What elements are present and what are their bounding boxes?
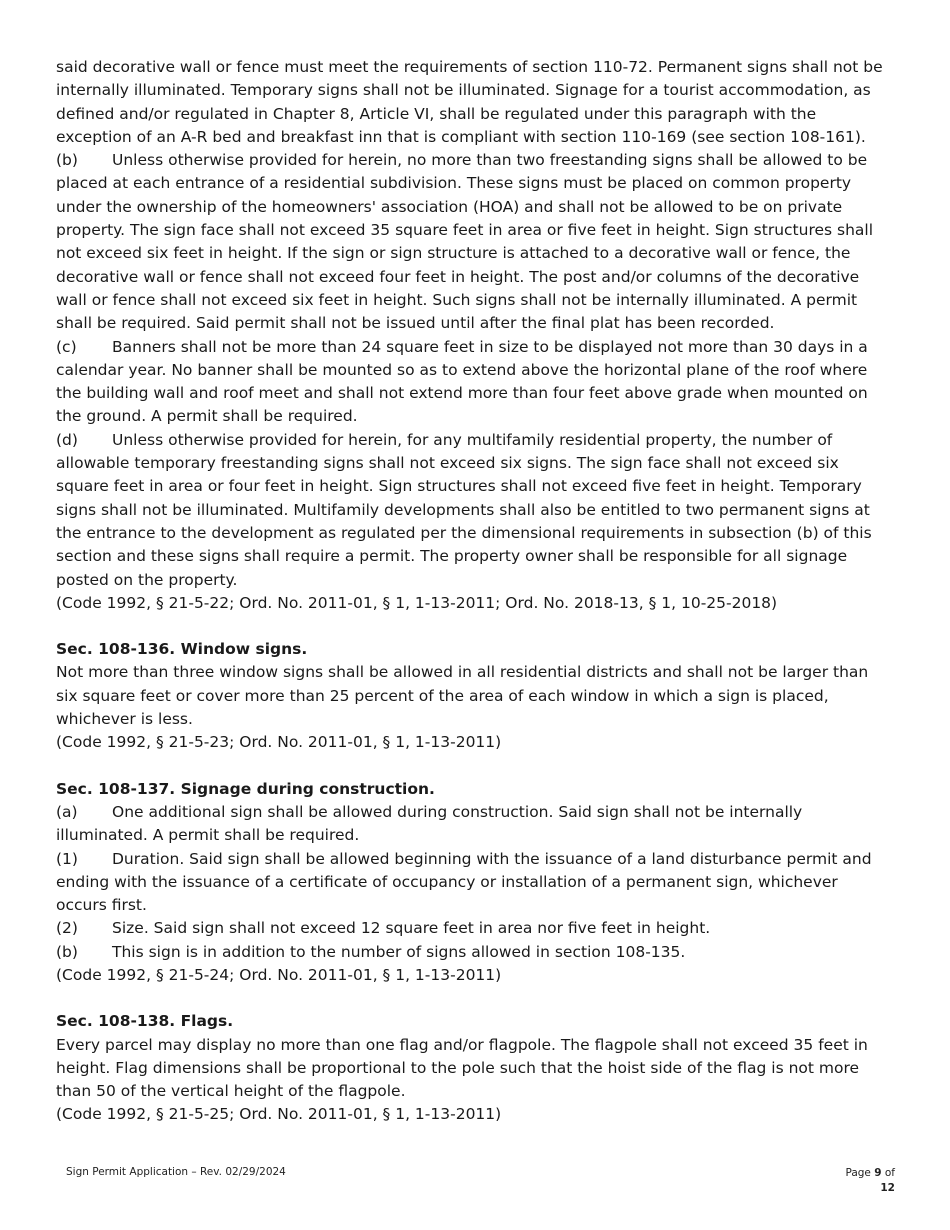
sec138-heading: Sec. 108-138. Flags.	[56, 1012, 234, 1031]
item-text: Unless otherwise provided for herein, for any multifamily residential property, the number of allowable temporary freestanding signs shall not exceed six signs. The sign face shall not exceed six square feet in area or four feet in height. Sign structures shall not exceed five feet in height. Temporary signs shall not be illuminated. Multifamily developments shall also be entitled to two permanent signs at the entrance to the development as regulated per the dimensional requirements in subsection (b) of this section and these signs shall require a permit. The property owner shall be responsible for all signage posted on the property.	[56, 430, 872, 589]
item-label: (d)	[56, 430, 78, 449]
item-label: (c)	[56, 337, 77, 356]
sec136-body: Not more than three window signs shall be allowed in all residential districts and shall not be larger than six square feet or cover more than 25 percent of the area of each window in which a sign is placed, whichever is less.	[56, 663, 869, 729]
sec138-body: Every parcel may display no more than one flag and/or flagpole. The flagpole shall not exceed 35 feet in height. Flag dimensions shall be proportional to the pole such that the hoist side of the flag is not more than 50 of the vertical height of the flagpole.	[56, 1035, 868, 1101]
item-text: Banners shall not be more than 24 square feet in size to be displayed not more than 30 days in a calendar year. No banner shall be mounted so as to extend above the horizontal plane of the roof where the building wall and roof meet and shall not extend more than four feet above grade when mounted on the ground. A permit shall be required.	[56, 337, 868, 426]
item-text: Duration. Said sign shall be allowed beginning with the issuance of a land disturbance permit and ending with the issuance of a certificate of occupancy or installation of a permanent sign, whichever occurs first.	[56, 849, 872, 915]
sec136-history: (Code 1992, § 21-5-23; Ord. No. 2011-01, § 1, 1-13-2011)	[56, 733, 502, 752]
item-text: Unless otherwise provided for herein, no more than two freestanding signs shall be allowed to be placed at each entrance of a residential subdivision. These signs must be placed on common property under the ownership of the homeowners' association (HOA) and shall not be allowed to be on private property. The sign face shall not exceed 35 square feet in area or five feet in height. Sign structures shall not exceed six feet in height. If the sign or sign structure is attached to a decorative wall or fence, the decorative wall or fence shall not exceed four feet in height. The post and/or columns of the decorative wall or fence shall not exceed six feet in height. Such signs shall not be internally illuminated. A permit shall be required. Said permit shall not be issued until after the final plat has been recorded.	[56, 151, 874, 333]
item-label: (b)	[56, 942, 78, 961]
document-page	[56, 56, 892, 1127]
sec137-history: (Code 1992, § 21-5-24; Ord. No. 2011-01, § 1, 1-13-2011)	[56, 965, 502, 984]
page-total: 12	[880, 1182, 895, 1194]
page-prefix: Page	[845, 1167, 871, 1179]
page-current: 9	[874, 1167, 882, 1179]
item-text: This sign is in addition to the number of signs allowed in section 108-135.	[112, 942, 686, 961]
continuation-paragraph: said decorative wall or fence must meet the requirements of section 110-72. Permanent signs shall not be internally illuminated. Temporary signs shall not be illuminated. Signage for a tourist accommodation, as defined and/or regulated in Chapter 8, Article VI, shall be regulated under this paragraph with the exception of an A-R bed and breakfast inn that is compliant with section 110-169 (see section 108-161).	[56, 58, 883, 146]
sec135-history: (Code 1992, § 21-5-22; Ord. No. 2011-01, § 1, 1-13-2011; Ord. No. 2018-13, § 1, 10-25-2018)	[56, 593, 778, 612]
page-of: of	[884, 1167, 895, 1179]
sec137-heading: Sec. 108-137. Signage during construction.	[56, 779, 435, 798]
item-label: (2)	[56, 919, 78, 938]
sec135-item-c	[56, 336, 892, 429]
sec137-item-2	[56, 917, 892, 940]
sec137-item-1	[56, 848, 892, 918]
item-text: Size. Said sign shall not exceed 12 square feet in area nor five feet in height.	[112, 919, 711, 938]
sec136-heading: Sec. 108-136. Window signs.	[56, 640, 308, 659]
sec137-item-a	[56, 801, 892, 848]
sec135-item-b	[56, 149, 892, 335]
item-label: (a)	[56, 802, 78, 821]
item-label: (1)	[56, 849, 78, 868]
footer-document-title: Sign Permit Application – Rev. 02/29/2024	[66, 1166, 286, 1178]
item-text: One additional sign shall be allowed during construction. Said sign shall not be internally illuminated. A permit shall be required.	[56, 802, 803, 845]
item-label: (b)	[56, 151, 78, 170]
footer-page-number	[800, 1166, 895, 1196]
sec138-history: (Code 1992, § 21-5-25; Ord. No. 2011-01, § 1, 1-13-2011)	[56, 1105, 502, 1124]
sec137-item-b	[56, 941, 892, 964]
sec135-item-d	[56, 429, 892, 592]
